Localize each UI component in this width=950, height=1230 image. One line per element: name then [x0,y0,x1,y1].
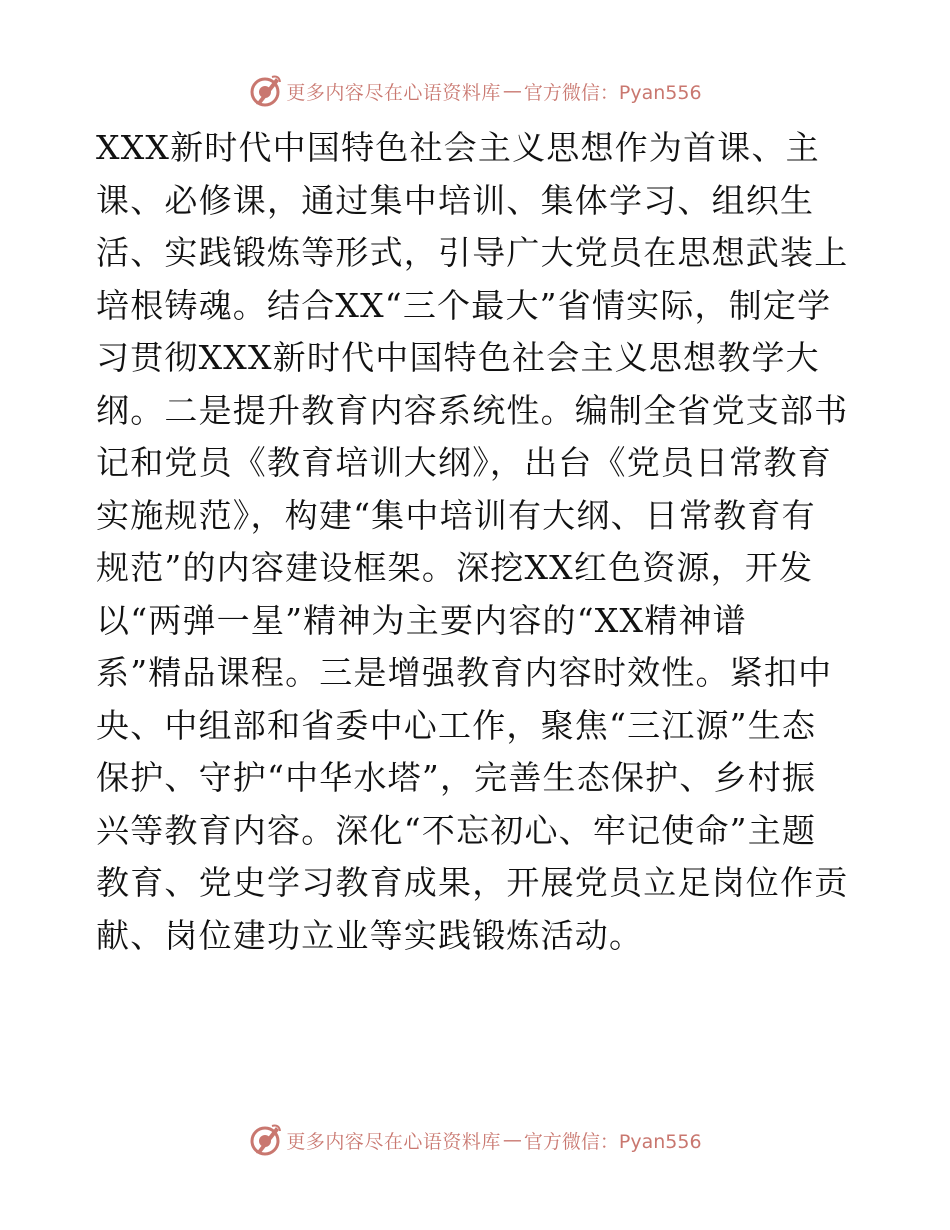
text-line: 实施规范》，构建“集中培训有大纲、日常教育有 [96,495,816,535]
watermark-separator: — [502,1129,522,1151]
text-line: 纲。二是提升教育内容系统性。编制全省党支部书 [96,390,849,430]
text-line: 以“两弹一星”精神为主要内容的“XX精神谱 [96,600,747,640]
text-line: 培根铸魂。结合XX“三个最大”省情实际，制定学 [96,285,832,325]
watermark-text: 更多内容尽在心语资料库 [286,1130,501,1153]
text-line: 规范”的内容建设框架。深挖XX红色资源，开发 [96,548,814,587]
text-line: 活、实践锻炼等形式，引导广大党员在思想武装上 [96,233,849,272]
quill-seal-icon [248,74,282,108]
text-line: 兴等教育内容。深化“不忘初心、牢记使命”主题 [96,810,817,850]
quill-seal-icon [248,1123,282,1157]
text-line: 习贯彻XXX新时代中国特色社会主义思想教学大 [96,338,820,377]
text-line: 献、岗位建功立业等实践锻炼活动。 [96,915,644,955]
text-line: 课、必修课，通过集中培训、集体学习、组织生 [96,180,815,220]
text-line: 记和党员《教育培训大纲》，出台《党员日常教育 [96,443,832,482]
header-watermark [0,71,950,111]
text-line: 保护、守护“中华水塔”，完善生态保护、乡村振 [96,758,817,797]
watermark-text: 更多内容尽在心语资料库 [286,81,501,104]
text-line: 央、中组部和省委中心工作，聚焦“三江源”生态 [96,705,817,745]
watermark-contact: 官方微信：Pyan556 [523,1130,702,1153]
watermark-contact: 官方微信：Pyan556 [523,81,702,104]
document-body [96,122,856,962]
text-line: 系”精品课程。三是增强教育内容时效性。紧扣中 [96,653,833,692]
watermark-separator: — [502,80,522,102]
text-line: XXX新时代中国特色社会主义思想作为首课、主 [96,128,820,167]
text-line: 教育、党史学习教育成果，开展党员立足岗位作贡 [96,863,849,902]
footer-watermark [0,1120,950,1160]
